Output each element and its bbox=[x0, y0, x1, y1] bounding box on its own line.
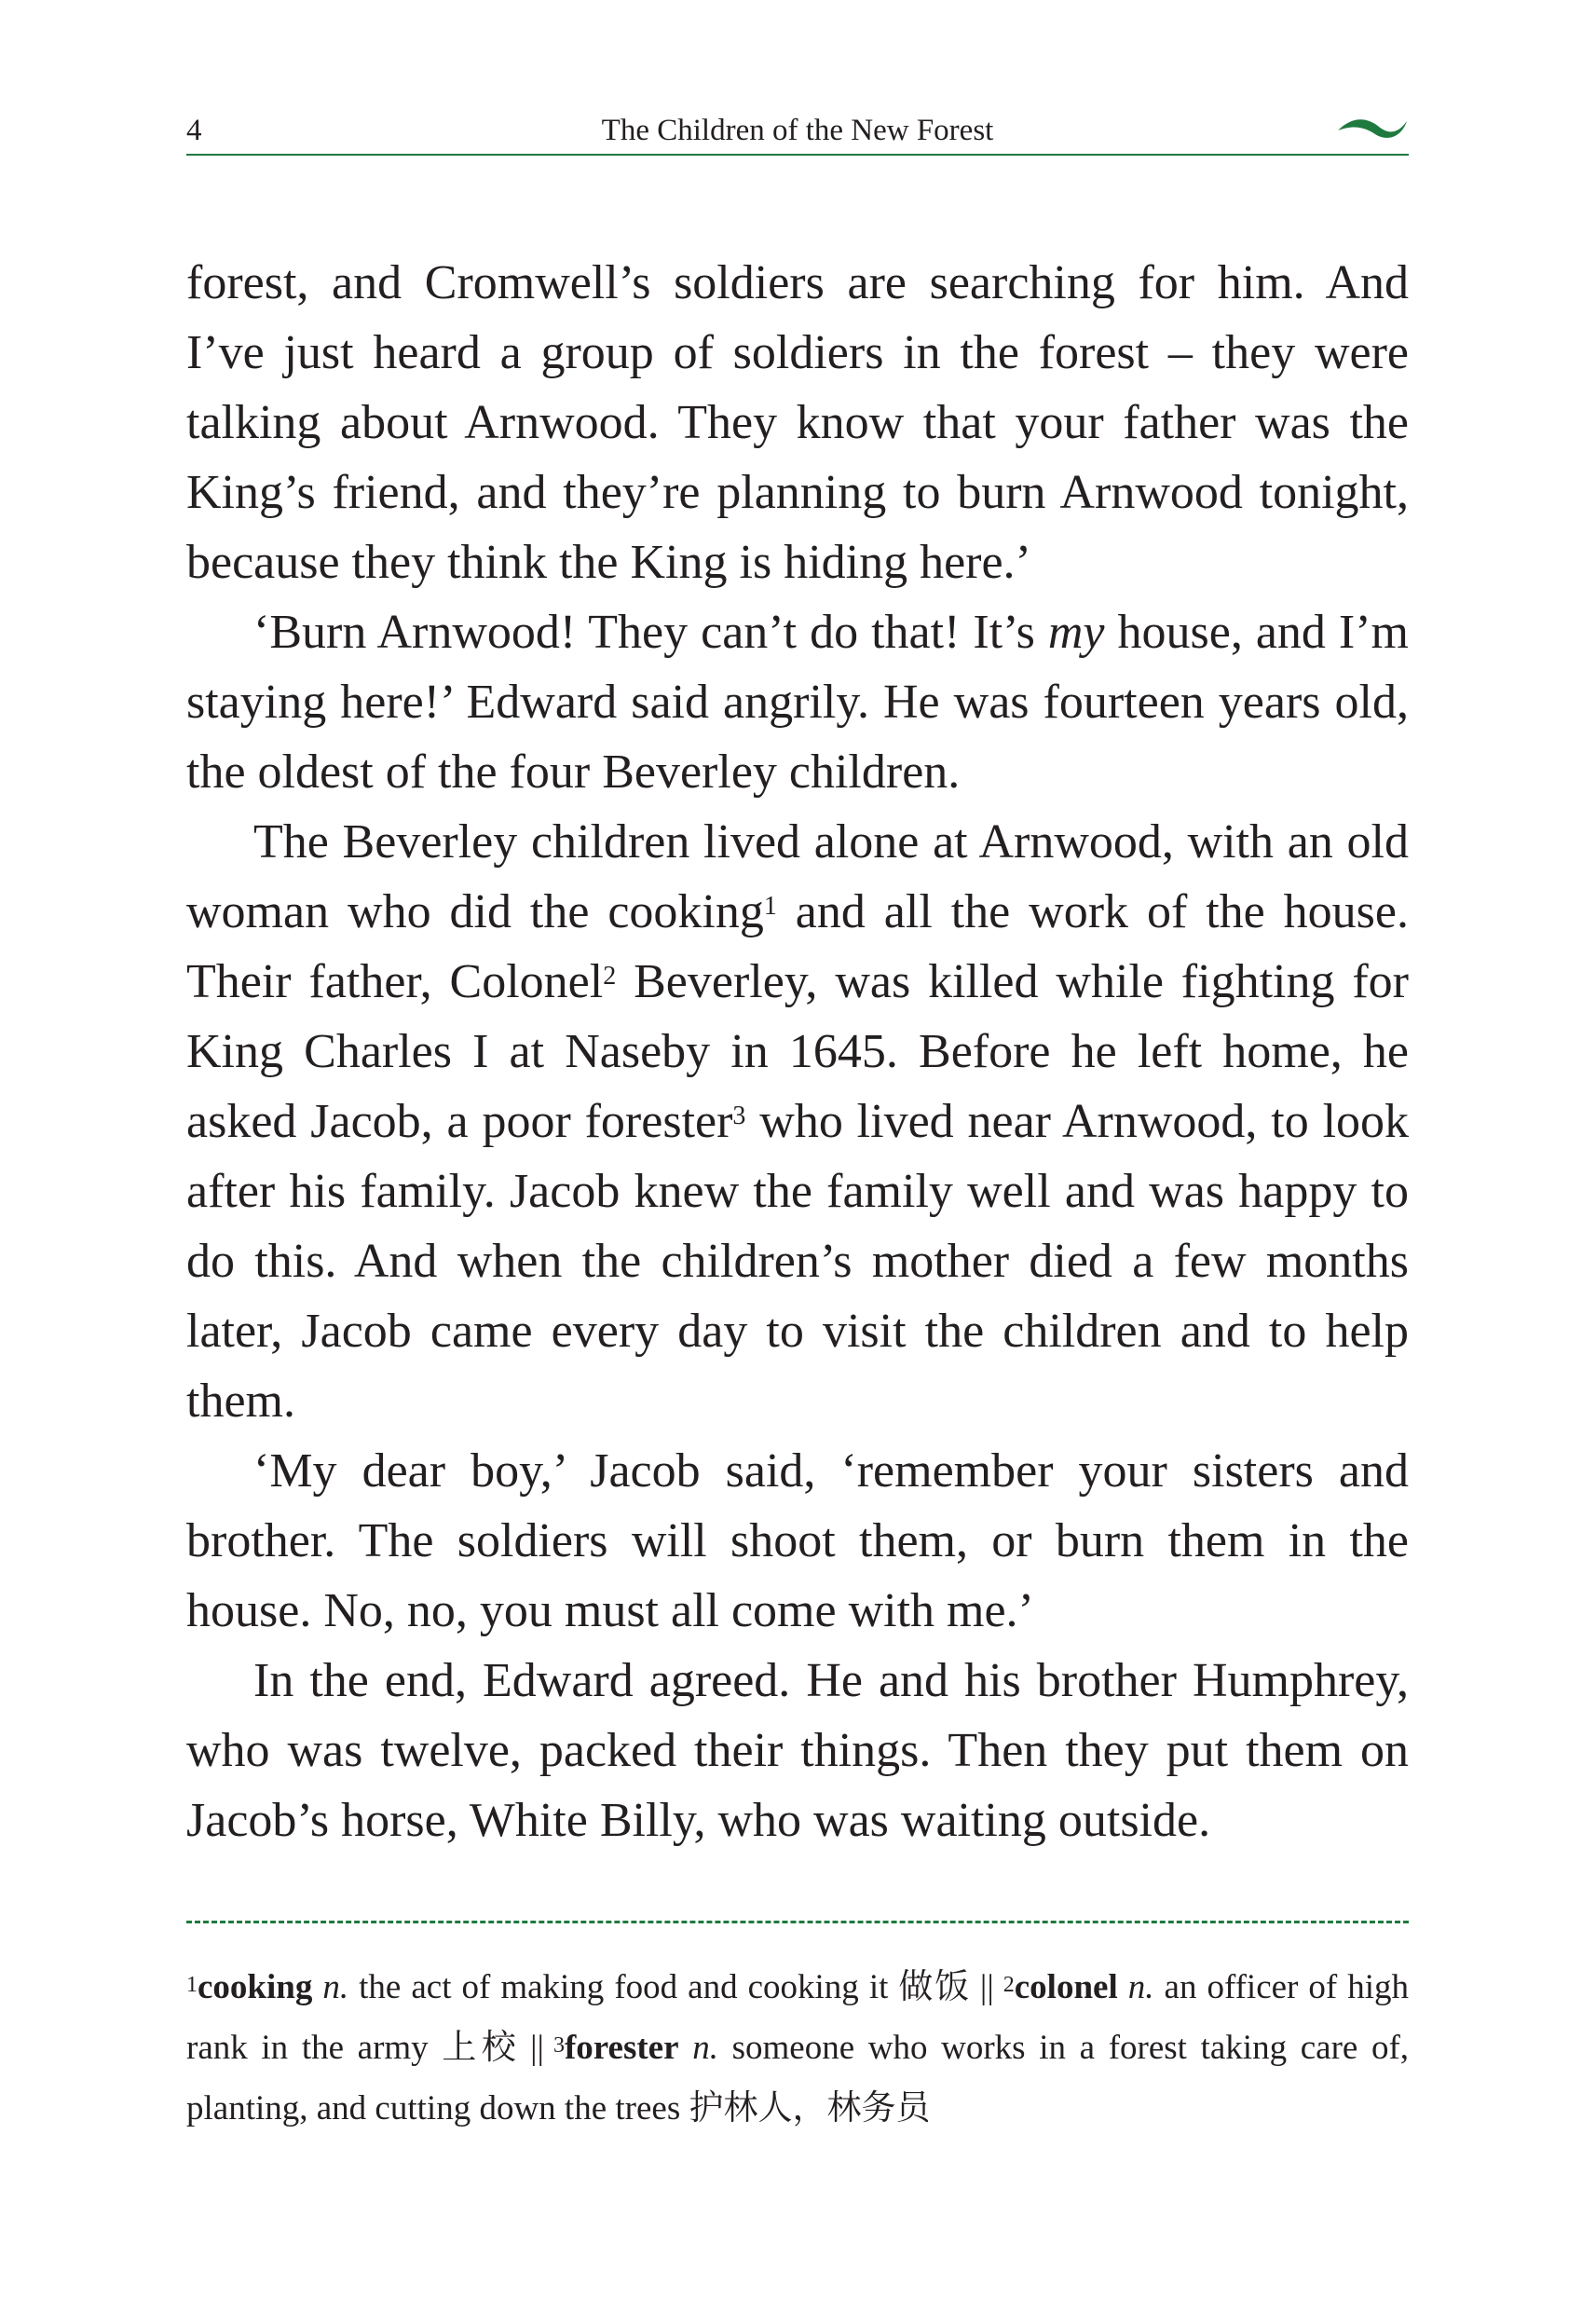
paragraph-text: forest, and Cromwell’s soldiers are searching for him. And I’ve just heard a group of soldiers in the forest – they were talking about Arnwood. They know that your father was the King’s friend, and they’re planning to burn Arnwood tonight, because they think the King is hiding here.’ bbox=[186, 256, 1409, 589]
footnote-definition: someone who works in a forest taking care of, planting, and cutting down the trees bbox=[186, 2029, 1410, 2127]
paragraph bbox=[186, 1436, 1409, 1646]
footnote-separator: || bbox=[979, 1968, 994, 2006]
header-rule bbox=[186, 154, 1409, 156]
page-header bbox=[186, 110, 1409, 155]
footnote-translation: 做饭 bbox=[898, 1968, 971, 2006]
footnote-definition: the act of making food and cooking it bbox=[359, 1968, 889, 2006]
footnote-separator: || bbox=[530, 2029, 544, 2067]
footnote-marker: 1 bbox=[763, 892, 777, 921]
footnote-number: 3 bbox=[552, 2033, 565, 2058]
paragraph-text: and all the work of the house. Their father, Colonel bbox=[186, 885, 1409, 1008]
paragraph-text: house, and I’m staying here!’ Edward said angrily. He was fourteen years old, the oldest of the four Beverley children. bbox=[186, 606, 1409, 799]
footnote-marker: 2 bbox=[603, 962, 617, 991]
page-number: 4 bbox=[186, 114, 202, 147]
running-title: The Children of the New Forest bbox=[601, 114, 994, 147]
footnote-definition: an officer of high rank in the army bbox=[186, 1968, 1410, 2067]
footnote-translation: 护林人，林务员 bbox=[689, 2089, 931, 2127]
footnote-term: colonel bbox=[1014, 1968, 1118, 2006]
footnote-item bbox=[186, 1968, 971, 2006]
footnote-part-of-speech: n. bbox=[1127, 1968, 1154, 2006]
footnote-term: forester bbox=[564, 2029, 679, 2067]
footnote-part-of-speech: n. bbox=[692, 2029, 718, 2067]
paragraph-text: In the end, Edward agreed. He and his brother Humphrey, who was twelve, packed their things. Then they put them on Jacob’s horse, White Billy, who was waiting outside. bbox=[186, 1654, 1409, 1847]
footnote-divider bbox=[186, 1921, 1409, 1923]
footnotes bbox=[186, 1957, 1409, 2139]
paragraph bbox=[186, 807, 1409, 1436]
footnote-number: 1 bbox=[186, 1973, 198, 1997]
footnote-number: 2 bbox=[1003, 1973, 1015, 1997]
footnote-term: cooking bbox=[198, 1968, 313, 2006]
paragraph bbox=[186, 597, 1409, 807]
paragraph bbox=[186, 248, 1409, 597]
paragraph-text: The Beverley children lived alone at Arnwood, with an old woman who did the cooking bbox=[186, 815, 1409, 938]
paragraph-text: ‘My dear boy,’ Jacob said, ‘remember your sisters and brother. The soldiers will shoot them, or burn them in the house. No, no, you must all come with me.’ bbox=[186, 1444, 1409, 1637]
body-text bbox=[186, 248, 1409, 1855]
footnote-part-of-speech: n. bbox=[322, 1968, 349, 2006]
paragraph-text: Beverley, was killed while fighting for King Charles I at Naseby in 1645. Before he left home, he asked Jacob, a poor forester bbox=[186, 955, 1409, 1148]
paragraph-text: who lived near Arnwood, to look after his family. Jacob knew the family well and was happy to do this. And when the children’s mother died a few months later, Jacob came every day to visit the children and to help them. bbox=[186, 1095, 1410, 1428]
paragraph bbox=[186, 1646, 1409, 1855]
paragraph-text: ‘Burn Arnwood! They can’t do that! It’s bbox=[253, 606, 1048, 659]
emphasis-text: my bbox=[1047, 606, 1105, 659]
leaf-swash-icon bbox=[1336, 110, 1409, 144]
footnote-translation: 上校 bbox=[442, 2029, 522, 2067]
footnote-marker: 3 bbox=[732, 1101, 746, 1130]
